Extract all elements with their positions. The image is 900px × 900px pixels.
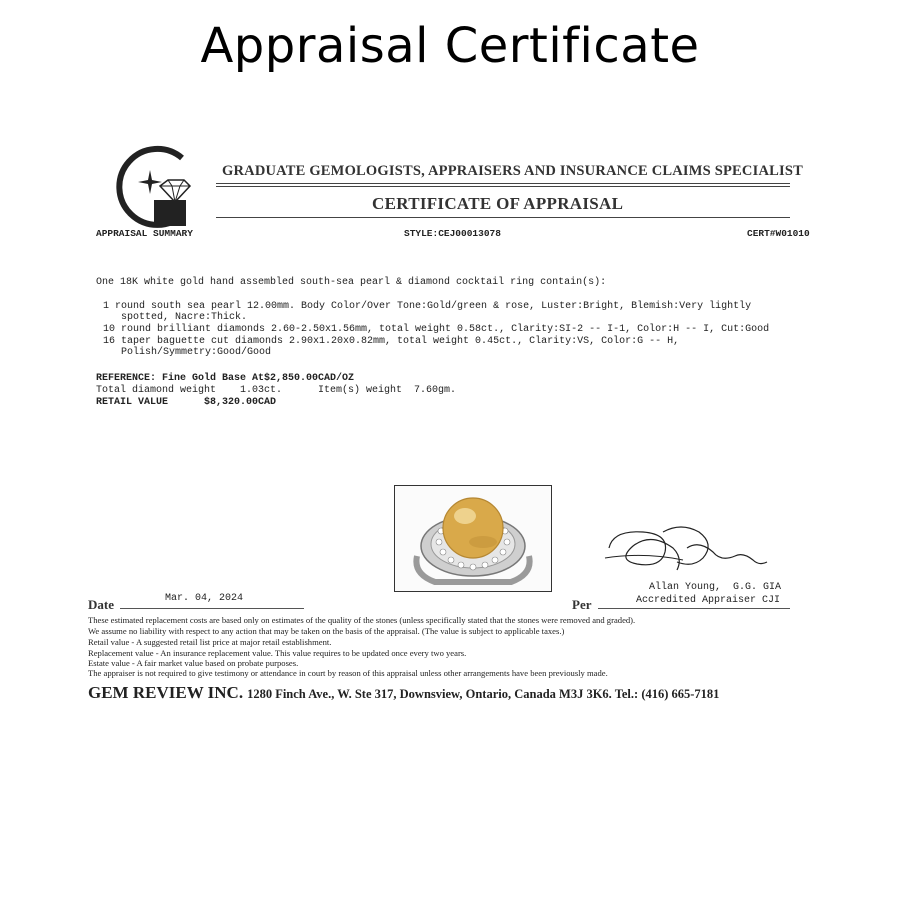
item-line: 16 taper baguette cut diamonds 2.90x1.20x0.82mm, total weight 0.45ct., Clarity:VS, Color:G -- H, (103, 336, 680, 347)
footer-company: GEM REVIEW INC. (88, 683, 244, 702)
retail-value-label: RETAIL VALUE (96, 397, 169, 408)
disclaimer-line: These estimated replacement costs are based only on estimates of the quality of the stones (unless specifically stated that the stones were removed and graded). (88, 615, 636, 625)
reference-line: REFERENCE: Fine Gold Base At$2,850.00CAD/OZ (96, 373, 355, 384)
style-number: STYLE:CEJ00013078 (404, 228, 501, 239)
item-line: 10 round brilliant diamonds 2.60-2.50x1.56mm, total weight 0.58ct., Clarity:SI-2 -- I-1, Color:H -- I, Cut:Good (103, 324, 770, 335)
company-tagline: GRADUATE GEMOLOGISTS, APPRAISERS AND INSURANCE CLAIMS SPECIALIST (222, 163, 803, 179)
date-value: Mar. 04, 2024 (165, 593, 244, 604)
item-line: Polish/Symmetry:Good/Good (103, 347, 272, 358)
disclaimer-line: Estate value - A fair market value based on probate purposes. (88, 658, 299, 668)
page-title: Appraisal Certificate (200, 18, 700, 74)
ring-photo (394, 485, 552, 592)
per-label: Per (572, 597, 592, 612)
appraisal-summary-label: APPRAISAL SUMMARY (96, 228, 193, 239)
item-line: spotted, Nacre:Thick. (103, 312, 248, 323)
certificate-title: CERTIFICATE OF APPRAISAL (372, 194, 624, 213)
certificate-number: CERT#W01010 (747, 228, 810, 239)
appraiser-name: Allan Young, G.G. GIA (649, 582, 782, 593)
total-weight-line: Total diamond weight 1.03ct. Item(s) weight 7.60gm. (96, 385, 457, 396)
date-label: Date (88, 597, 114, 612)
footer-address: 1280 Finch Ave., W. Ste 317, Downsview, Ontario, Canada M3J 3K6. Tel.: (416) 665-7181 (247, 687, 720, 701)
disclaimer-line: Retail value - A suggested retail list price at major retail establishment. (88, 637, 332, 647)
item-line: 1 round south sea pearl 12.00mm. Body Color/Over Tone:Gold/green & rose, Luster:Bright, Blemish:Very lightly (103, 301, 752, 312)
footer (88, 683, 719, 703)
appraiser-signature (603, 518, 773, 580)
disclaimer-line: The appraiser is not required to give testimony or attendance in court by reason of this appraisal unless other arrangements have been previously made. (88, 668, 608, 678)
appraiser-title: Accredited Appraiser CJI (636, 595, 781, 606)
item-description: One 18K white gold hand assembled south-sea pearl & diamond cocktail ring contain(s): (96, 277, 607, 288)
gem-review-logo (110, 142, 194, 230)
disclaimer-line: We assume no liability with respect to any action that may be taken on the basis of the appraisal. (The value is subject to applicable taxes.) (88, 626, 565, 636)
disclaimer-line: Replacement value - An insurance replacement value. This value requires to be updated once every two years. (88, 648, 467, 658)
retail-value: $8,320.00CAD (204, 397, 277, 408)
